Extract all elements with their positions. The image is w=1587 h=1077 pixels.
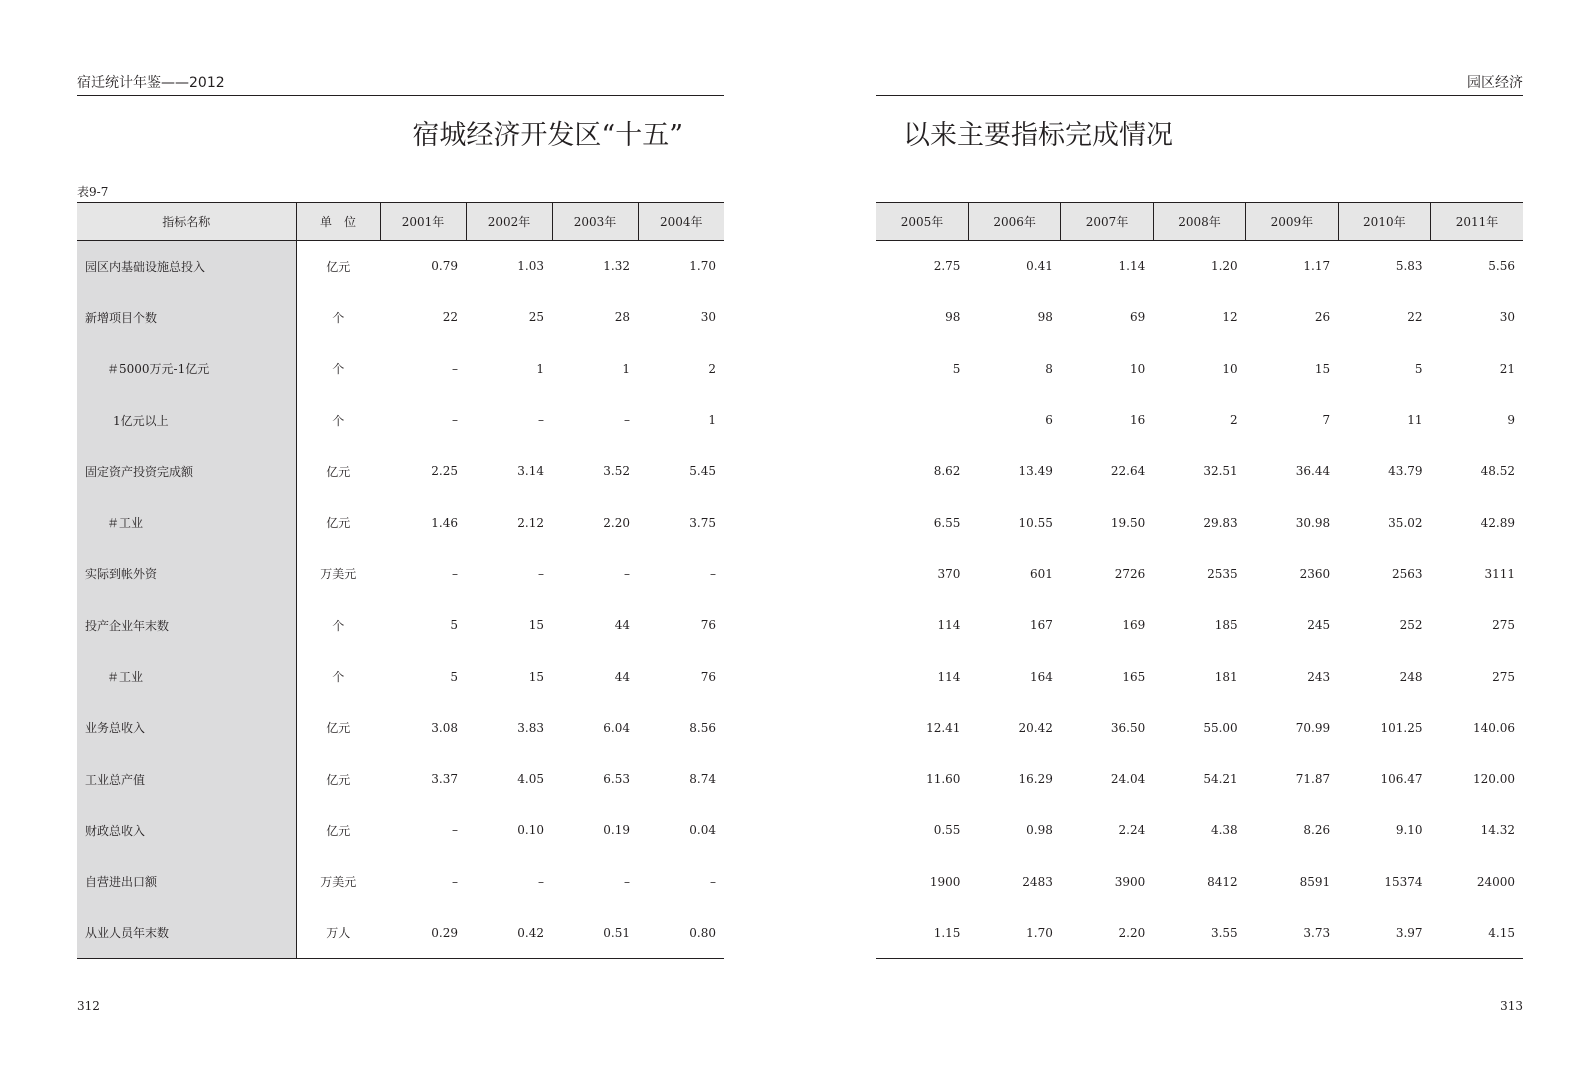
indicator-name-cell: ＃工业	[77, 497, 296, 548]
value-cell: 15374	[1384, 874, 1423, 889]
page-title-left: 宿城经济开发区“十五”	[412, 120, 683, 151]
value-cell: 14.32	[1480, 823, 1515, 838]
table-row	[77, 446, 724, 497]
indicator-name-cell: 从业人员年末数	[77, 907, 296, 958]
value-cell: 36.44	[1295, 464, 1331, 479]
unit-cell: 亿元	[326, 823, 351, 838]
value-cell: 71.87	[1295, 772, 1331, 787]
value-cell: 16	[1129, 413, 1146, 428]
value-cell: 6.53	[603, 772, 630, 787]
value-cell: 0.19	[603, 823, 630, 838]
value-cell: 24.04	[1110, 772, 1146, 787]
value-cell: 21	[1499, 361, 1515, 376]
table-row	[876, 856, 1523, 907]
value-cell: –	[452, 361, 458, 376]
table-row	[876, 497, 1523, 548]
indicator-name-cell: 1亿元以上	[77, 394, 296, 445]
table-row	[77, 497, 724, 548]
value-cell: 3.75	[689, 515, 716, 530]
value-cell: 3.97	[1338, 907, 1430, 958]
column-header-year: 2005年	[876, 203, 968, 241]
unit-cell: 万人	[296, 907, 380, 958]
value-cell: 165	[1122, 669, 1146, 684]
value-cell: 3.73	[1246, 907, 1338, 958]
value-cell: 13.49	[1018, 464, 1053, 479]
table-row	[876, 292, 1523, 343]
value-cell: 15	[1314, 361, 1331, 376]
value-cell: 7	[1322, 413, 1331, 428]
value-cell: 0.41	[1026, 259, 1053, 274]
page-title-right: 以来主要指标完成情况	[903, 120, 1173, 151]
unit-cell: 个	[332, 310, 345, 325]
value-cell: –	[452, 823, 458, 838]
value-cell: 5.45	[689, 464, 716, 479]
column-header-year: 2011年	[1431, 203, 1523, 241]
value-cell: 30	[700, 310, 716, 325]
value-cell: 30.98	[1295, 515, 1331, 530]
value-cell: 29.83	[1203, 515, 1238, 530]
table-row	[77, 343, 724, 394]
unit-cell: 亿元	[326, 516, 351, 531]
table-row	[876, 548, 1523, 599]
value-cell: 185	[1214, 618, 1238, 633]
column-header-year: 2002年	[466, 203, 552, 241]
table-row	[876, 753, 1523, 804]
value-cell: –	[538, 566, 544, 581]
value-cell: –	[452, 566, 458, 581]
table-row	[77, 702, 724, 753]
unit-cell: 个	[332, 413, 345, 428]
value-cell: 2.20	[1061, 907, 1153, 958]
table-row	[77, 651, 724, 702]
table-row	[876, 805, 1523, 856]
value-cell: 0.55	[933, 823, 961, 838]
value-cell: 101.25	[1380, 720, 1423, 735]
value-cell: 8.56	[689, 720, 716, 735]
table-row	[77, 394, 724, 445]
value-cell: 2535	[1207, 566, 1238, 581]
running-head-right: 园区经济	[876, 74, 1523, 96]
value-cell: 1900	[929, 874, 961, 889]
value-cell: 8.74	[689, 772, 716, 787]
value-cell: 601	[1029, 566, 1053, 581]
value-cell: 1	[708, 413, 716, 428]
value-cell: –	[538, 874, 544, 889]
value-cell: 5	[450, 669, 458, 684]
value-cell: 10.55	[1018, 515, 1053, 530]
indicator-name-cell: 新增项目个数	[77, 292, 296, 343]
value-cell: 0.10	[517, 823, 544, 838]
value-cell: 6.55	[933, 515, 961, 530]
value-cell: 5.83	[1395, 259, 1423, 274]
value-cell: 10	[1222, 361, 1238, 376]
value-cell: 48.52	[1480, 464, 1515, 479]
page-number-right: 313	[1500, 999, 1523, 1013]
indicator-name-cell: 实际到帐外资	[77, 548, 296, 599]
value-cell: 4.05	[517, 772, 544, 787]
column-header-year: 2006年	[968, 203, 1060, 241]
value-cell: 1.70	[968, 907, 1060, 958]
value-cell: 43.79	[1388, 464, 1423, 479]
column-header-name: 指标名称	[77, 203, 296, 241]
value-cell: 35.02	[1388, 515, 1423, 530]
indicator-name-cell: 财政总收入	[77, 805, 296, 856]
data-table-left	[77, 202, 724, 959]
value-cell: 0.42	[466, 907, 552, 958]
value-cell: 3.14	[517, 464, 544, 479]
value-cell: 1.46	[431, 515, 458, 530]
value-cell: 3.08	[431, 720, 458, 735]
unit-cell: 万美元	[320, 875, 357, 890]
value-cell: 44	[614, 669, 630, 684]
table-row	[876, 907, 1523, 958]
indicator-name-cell: 园区内基础设施总投入	[77, 241, 296, 292]
value-cell: 0.29	[380, 907, 466, 958]
value-cell: 0.51	[552, 907, 638, 958]
value-cell: 22	[442, 310, 458, 325]
value-cell: 1	[622, 361, 630, 376]
table-row	[876, 702, 1523, 753]
column-header-year: 2008年	[1153, 203, 1245, 241]
value-cell: 4.15	[1431, 907, 1523, 958]
value-cell: 1.32	[603, 259, 630, 274]
indicator-name-cell: ＃工业	[77, 651, 296, 702]
value-cell: –	[710, 566, 716, 581]
value-cell: –	[452, 874, 458, 889]
value-cell: 3900	[1114, 874, 1146, 889]
value-cell: 2360	[1299, 566, 1331, 581]
indicator-name-cell: 自营进出口额	[77, 856, 296, 907]
value-cell: 98	[945, 310, 961, 325]
value-cell: 1.03	[517, 259, 544, 274]
value-cell: 28	[614, 310, 630, 325]
value-cell: 3.52	[603, 464, 630, 479]
value-cell: 2.25	[431, 464, 458, 479]
value-cell: 3.55	[1153, 907, 1245, 958]
value-cell: 3.37	[431, 772, 458, 787]
indicator-name-cell: 工业总产值	[77, 753, 296, 804]
value-cell: 11	[1407, 413, 1423, 428]
unit-cell: 亿元	[326, 464, 351, 479]
value-cell: –	[710, 874, 716, 889]
value-cell: 0.80	[638, 907, 724, 958]
value-cell: –	[538, 413, 544, 428]
table-row	[77, 292, 724, 343]
value-cell: 370	[937, 566, 961, 581]
value-cell: 164	[1029, 669, 1053, 684]
value-cell: 0.79	[431, 259, 458, 274]
value-cell: 248	[1399, 669, 1423, 684]
value-cell: 32.51	[1203, 464, 1238, 479]
value-cell: 2.20	[603, 515, 630, 530]
value-cell	[876, 394, 968, 445]
value-cell: 22.64	[1110, 464, 1146, 479]
value-cell: 2.24	[1118, 823, 1146, 838]
value-cell: 69	[1129, 310, 1146, 325]
indicator-name-cell: 固定资产投资完成额	[77, 446, 296, 497]
value-cell: 8.26	[1303, 823, 1331, 838]
value-cell: 54.21	[1203, 772, 1238, 787]
column-header-year: 2009年	[1246, 203, 1338, 241]
value-cell: 76	[700, 669, 716, 684]
value-cell: 1.20	[1210, 259, 1238, 274]
value-cell: 26	[1314, 310, 1331, 325]
table-row	[876, 343, 1523, 394]
value-cell: 8412	[1207, 874, 1238, 889]
value-cell: 22	[1407, 310, 1423, 325]
value-cell: 140.06	[1473, 720, 1515, 735]
value-cell: 55.00	[1203, 720, 1238, 735]
value-cell: 0.98	[1026, 823, 1053, 838]
unit-cell: 亿元	[326, 721, 351, 736]
table-row	[77, 241, 724, 292]
column-header-year: 2001年	[380, 203, 466, 241]
value-cell: 275	[1492, 618, 1515, 633]
value-cell: 11.60	[926, 772, 961, 787]
page-number-left: 312	[77, 999, 100, 1013]
value-cell: 5.56	[1488, 259, 1515, 274]
value-cell: 9.10	[1395, 823, 1423, 838]
value-cell: 12	[1222, 310, 1238, 325]
value-cell: 1.14	[1118, 259, 1146, 274]
value-cell: 9	[1507, 413, 1515, 428]
value-cell: 3111	[1484, 566, 1515, 581]
value-cell: 2483	[1022, 874, 1053, 889]
table-row	[876, 241, 1523, 292]
value-cell: 25	[528, 310, 544, 325]
unit-cell: 万美元	[320, 567, 357, 582]
value-cell: 5	[952, 361, 961, 376]
value-cell: 12.41	[926, 720, 961, 735]
value-cell: 1.15	[876, 907, 968, 958]
value-cell: 2	[1230, 413, 1238, 428]
table-row	[77, 805, 724, 856]
value-cell: 245	[1307, 618, 1331, 633]
value-cell: 6	[1045, 413, 1053, 428]
value-cell: 8	[1045, 361, 1053, 376]
value-cell: 106.47	[1380, 772, 1423, 787]
value-cell: 16.29	[1018, 772, 1053, 787]
value-cell: 76	[700, 618, 716, 633]
value-cell: –	[452, 413, 458, 428]
table-row	[876, 600, 1523, 651]
value-cell: 42.89	[1480, 515, 1515, 530]
column-header-year: 2007年	[1061, 203, 1153, 241]
value-cell: 2	[708, 361, 716, 376]
value-cell: 5	[1414, 361, 1423, 376]
table-row	[77, 548, 724, 599]
value-cell: 20.42	[1018, 720, 1053, 735]
value-cell: 252	[1399, 618, 1423, 633]
table-row	[77, 600, 724, 651]
unit-cell: 个	[332, 670, 345, 685]
indicator-name-cell: 投产企业年末数	[77, 600, 296, 651]
value-cell: 15	[528, 669, 544, 684]
value-cell: 8591	[1299, 874, 1331, 889]
value-cell: 3.83	[517, 720, 544, 735]
unit-cell: 个	[332, 362, 345, 377]
table-row	[77, 856, 724, 907]
value-cell: 1.17	[1303, 259, 1331, 274]
value-cell: 6.04	[603, 720, 630, 735]
value-cell: 181	[1214, 669, 1238, 684]
value-cell: 114	[937, 618, 961, 633]
table-header-row	[876, 203, 1523, 241]
value-cell: –	[624, 874, 630, 889]
value-cell: –	[624, 566, 630, 581]
table-row	[876, 446, 1523, 497]
value-cell: 120.00	[1473, 772, 1515, 787]
table-header-row	[77, 203, 724, 241]
running-head-left: 宿迁统计年鉴——2012	[77, 74, 724, 96]
table-row	[876, 394, 1523, 445]
value-cell: 4.38	[1210, 823, 1238, 838]
value-cell: 36.50	[1110, 720, 1146, 735]
value-cell: 169	[1122, 618, 1146, 633]
value-cell: 167	[1029, 618, 1053, 633]
column-header-unit: 单 位	[296, 203, 380, 241]
value-cell: 2.75	[933, 259, 961, 274]
table-number: 表9-7	[77, 185, 109, 199]
value-cell: 2563	[1391, 566, 1423, 581]
value-cell: 0.04	[689, 823, 716, 838]
indicator-name-cell: ＃5000万元-1亿元	[77, 343, 296, 394]
value-cell: 70.99	[1295, 720, 1331, 735]
table-row	[876, 651, 1523, 702]
value-cell: 2726	[1114, 566, 1146, 581]
value-cell: 24000	[1476, 874, 1515, 889]
value-cell: 98	[1037, 310, 1053, 325]
value-cell: 1	[536, 361, 544, 376]
column-header-year: 2010年	[1338, 203, 1430, 241]
value-cell: 30	[1499, 310, 1515, 325]
value-cell: 8.62	[933, 464, 961, 479]
value-cell: 44	[614, 618, 630, 633]
value-cell: 5	[450, 618, 458, 633]
value-cell: 2.12	[517, 515, 544, 530]
table-row	[77, 753, 724, 804]
column-header-year: 2004年	[638, 203, 724, 241]
unit-cell: 亿元	[326, 772, 351, 787]
value-cell: 10	[1129, 361, 1146, 376]
value-cell: –	[624, 413, 630, 428]
value-cell: 114	[937, 669, 961, 684]
indicator-name-cell: 业务总收入	[77, 702, 296, 753]
value-cell: 243	[1307, 669, 1331, 684]
unit-cell: 个	[332, 618, 345, 633]
column-header-year: 2003年	[552, 203, 638, 241]
value-cell: 1.70	[689, 259, 716, 274]
table-row	[77, 907, 724, 958]
unit-cell: 亿元	[326, 259, 351, 274]
value-cell: 15	[528, 618, 544, 633]
data-table-right	[876, 202, 1523, 959]
value-cell: 19.50	[1110, 515, 1146, 530]
value-cell: 275	[1492, 669, 1515, 684]
